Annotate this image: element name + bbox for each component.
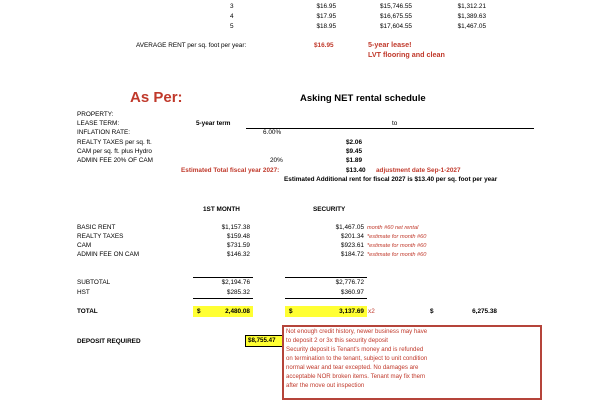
hst-label: HST	[77, 289, 90, 296]
total-security: 3,137.69	[339, 308, 364, 315]
deposit-note-line: on termination to the tenant, subject to unit condition	[286, 355, 428, 362]
row-note: *estimate for month #60	[367, 243, 427, 249]
cam-label: CAM per sq. ft. plus Hydro	[77, 148, 152, 155]
estimated-additional-rent: Estimated Additional rent for fiscal 2027 is $13.40 per sq. foot per year	[284, 176, 498, 183]
lease-term-label: LEASE TERM:	[77, 120, 120, 127]
deposit-note-line: Security deposit is Tenant's money and is refunded	[286, 346, 424, 353]
deposit-note-line: after the move out inspection	[286, 382, 365, 389]
hst-rule	[193, 298, 253, 299]
lease-to-label: to	[392, 120, 398, 127]
row-label: REALTY TAXES	[77, 233, 124, 240]
annual-cell: $15,746.55	[380, 3, 412, 10]
row-label: CAM	[77, 242, 92, 249]
security-cell: $1,467.05	[335, 224, 364, 231]
security-cell: $201.34	[340, 233, 364, 240]
realty-taxes-value: $2.06	[346, 139, 362, 146]
subtotal-rule	[193, 277, 253, 278]
first-month-cell: $731.59	[226, 242, 250, 249]
year-cell: 4	[230, 13, 234, 20]
deposit-value: $8,755.47	[248, 337, 276, 344]
deposit-note-line: normal wear and tear excepted. No damages are	[286, 364, 419, 371]
annual-cell: $16,675.55	[380, 13, 412, 20]
average-rent-label: AVERAGE RENT per sq. foot per year:	[136, 42, 247, 49]
total-security-currency: $	[289, 308, 293, 315]
year-cell: 5	[230, 23, 234, 30]
rent-cell: $18.95	[316, 23, 336, 30]
subtotal-rule	[285, 277, 367, 278]
deposit-note-line: acceptable NOR broken items. Tenant may fix them	[286, 373, 426, 380]
deposit-label: DEPOSIT REQUIRED	[77, 338, 141, 345]
grand-total: 6,275.38	[472, 308, 497, 315]
inflation-value: 6.00%	[263, 129, 282, 136]
adjustment-date: adjustment date Sep-1-2027	[376, 167, 461, 174]
property-label: PROPERTY:	[77, 111, 114, 118]
monthly-cell: $1,467.05	[457, 23, 486, 30]
annual-cell: $17,604.55	[380, 23, 412, 30]
schedule-title: Asking NET rental schedule	[300, 93, 426, 104]
deposit-note-box	[282, 325, 542, 400]
row-note: *estimate for month #60	[367, 252, 427, 258]
total-label: TOTAL	[77, 308, 98, 315]
subtotal-label: SUBTOTAL	[77, 279, 111, 286]
row-note: month #60 net rental	[367, 225, 419, 231]
hst-rule	[285, 298, 367, 299]
lease-term-value: 5-year term	[196, 120, 231, 127]
deposit-note-line: to deposit 2 or 3x this security deposit	[286, 337, 388, 344]
inflation-label: INFLATION RATE:	[77, 129, 131, 136]
lease-note: 5-year lease!	[368, 40, 412, 49]
estimated-total-label: Estimated Total fiscal year 2027:	[181, 167, 280, 174]
total-multiplier: x2	[368, 308, 375, 315]
lease-term-underline	[246, 128, 534, 129]
col-security: SECURITY	[313, 206, 346, 213]
security-cell: $923.61	[340, 242, 364, 249]
admin-fee-percent: 20%	[270, 157, 283, 164]
rent-cell: $17.95	[316, 13, 336, 20]
row-label: ADMIN FEE ON CAM	[77, 251, 140, 258]
subtotal-first-month: $2,194.76	[221, 279, 250, 286]
flooring-note: LVT flooring and clean	[368, 50, 445, 59]
total-first-currency: $	[197, 308, 201, 315]
monthly-cell: $1,312.21	[457, 3, 486, 10]
total-first-month: 2,480.08	[225, 308, 250, 315]
row-note: *estimate for month #60	[367, 234, 427, 240]
first-month-cell: $159.48	[226, 233, 250, 240]
admin-fee-value: $1.89	[346, 157, 362, 164]
cam-value: $9.45	[346, 148, 362, 155]
col-first-month: 1ST MONTH	[203, 206, 240, 213]
deposit-note-line: Not enough credit history, newer business may have	[286, 328, 428, 335]
monthly-cell: $1,389.63	[457, 13, 486, 20]
year-cell: 3	[230, 3, 234, 10]
realty-taxes-label: REALTY TAXES per sq. ft.	[77, 139, 152, 146]
admin-fee-label: ADMIN FEE 20% OF CAM	[77, 157, 153, 164]
average-rent-value: $16.95	[314, 42, 334, 49]
first-month-cell: $146.32	[226, 251, 250, 258]
grand-total-currency: $	[430, 308, 434, 315]
subtotal-security: $2,776.72	[335, 279, 364, 286]
first-month-cell: $1,157.38	[221, 224, 250, 231]
estimated-total-value: $13.40	[346, 167, 366, 174]
rent-cell: $16.95	[316, 3, 336, 10]
as-per-heading: As Per:	[130, 89, 183, 106]
row-label: BASIC RENT	[77, 224, 116, 231]
hst-security: $360.97	[340, 289, 364, 296]
security-cell: $184.72	[340, 251, 364, 258]
hst-first-month: $285.32	[226, 289, 250, 296]
